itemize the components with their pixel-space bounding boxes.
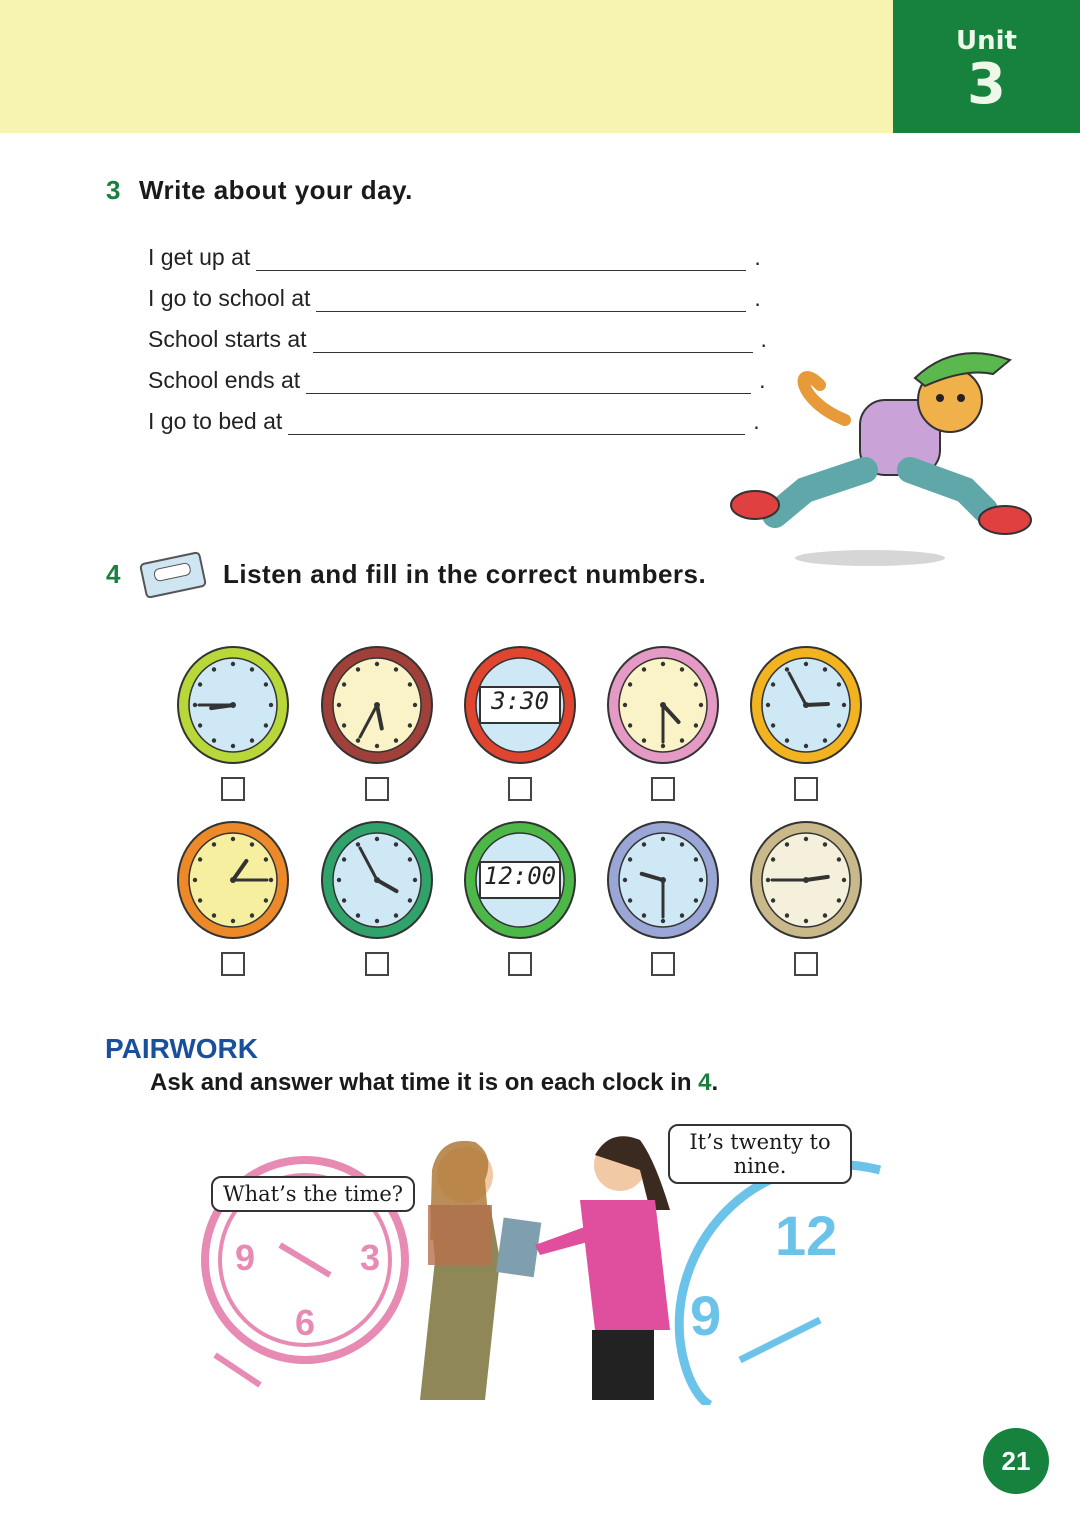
line-prompt: School ends at <box>148 367 301 393</box>
unit-label: Unit <box>956 26 1017 56</box>
clock-10 <box>746 815 866 945</box>
fill-in-line <box>148 244 761 271</box>
fill-in-line <box>148 408 760 435</box>
clock-2 <box>317 640 437 770</box>
answer-box-1[interactable] <box>221 777 245 801</box>
pairwork-heading: PAIRWORK <box>105 1033 258 1064</box>
digital-display: 3:30 <box>491 687 549 715</box>
answer-box-9[interactable] <box>651 952 675 976</box>
svg-text:9: 9 <box>690 1284 722 1347</box>
hour-hand <box>806 704 828 705</box>
answer-blank[interactable] <box>313 331 753 353</box>
clock-6 <box>173 815 293 945</box>
line-period: . <box>754 285 761 311</box>
digital-display: 12:00 <box>483 862 557 890</box>
clock-1 <box>173 640 293 770</box>
exercise-number: 4 <box>106 558 121 589</box>
unit-number: 3 <box>967 52 1006 117</box>
page-number: 21 <box>983 1428 1049 1494</box>
exercise-title: Write about your day. <box>138 175 413 205</box>
line-prompt: I go to school at <box>148 285 311 311</box>
girl-right <box>535 1136 670 1400</box>
answer-blank[interactable] <box>256 249 746 271</box>
line-period: . <box>754 244 761 270</box>
clock-5 <box>746 640 866 770</box>
clock-7 <box>317 815 437 945</box>
girl-left <box>420 1141 541 1400</box>
svg-text:12: 12 <box>775 1204 838 1267</box>
line-prompt: I go to bed at <box>148 408 283 434</box>
speech-bubble-question: What’s the time? <box>211 1176 415 1212</box>
answer-box-6[interactable] <box>221 952 245 976</box>
answer-box-5[interactable] <box>794 777 818 801</box>
exercise-3-heading <box>106 175 413 206</box>
answer-blank[interactable] <box>316 290 746 312</box>
exercise-reference: 4 <box>698 1069 712 1096</box>
exercise-number: 3 <box>106 175 121 205</box>
clock-8 <box>460 815 580 945</box>
line-period: . <box>760 326 767 352</box>
clock-3 <box>460 640 580 770</box>
line-prompt: School starts at <box>148 326 307 352</box>
speech-bubble-answer: It’s twenty to nine. <box>668 1124 852 1184</box>
svg-text:9: 9 <box>235 1237 256 1278</box>
exercise-title: Listen and fill in the correct numbers. <box>222 558 707 589</box>
line-period: . <box>753 408 760 434</box>
line-prompt: I get up at <box>148 244 251 270</box>
answer-blank[interactable] <box>288 413 745 435</box>
fill-in-line <box>148 367 766 394</box>
header-band <box>0 0 893 133</box>
answer-box-7[interactable] <box>365 952 389 976</box>
clock-4 <box>603 640 723 770</box>
instruction-end: . <box>711 1069 719 1096</box>
cassette-tape-icon <box>139 550 209 598</box>
clock-9 <box>603 815 723 945</box>
line-period: . <box>759 367 766 393</box>
pairwork-instruction <box>150 1069 718 1097</box>
instruction-text: Ask and answer what time it is on each clock in <box>150 1069 699 1096</box>
answer-box-10[interactable] <box>794 952 818 976</box>
exercise-4-heading <box>106 550 706 598</box>
fill-in-line <box>148 326 767 353</box>
running-tiger-illustration <box>725 340 1045 580</box>
svg-text:6: 6 <box>295 1302 316 1343</box>
fill-in-line <box>148 285 761 312</box>
answer-blank[interactable] <box>306 372 751 394</box>
svg-text:3: 3 <box>360 1237 381 1278</box>
unit-badge <box>893 0 1080 133</box>
answer-box-3[interactable] <box>508 777 532 801</box>
answer-box-8[interactable] <box>508 952 532 976</box>
answer-box-2[interactable] <box>365 777 389 801</box>
answer-box-4[interactable] <box>651 777 675 801</box>
